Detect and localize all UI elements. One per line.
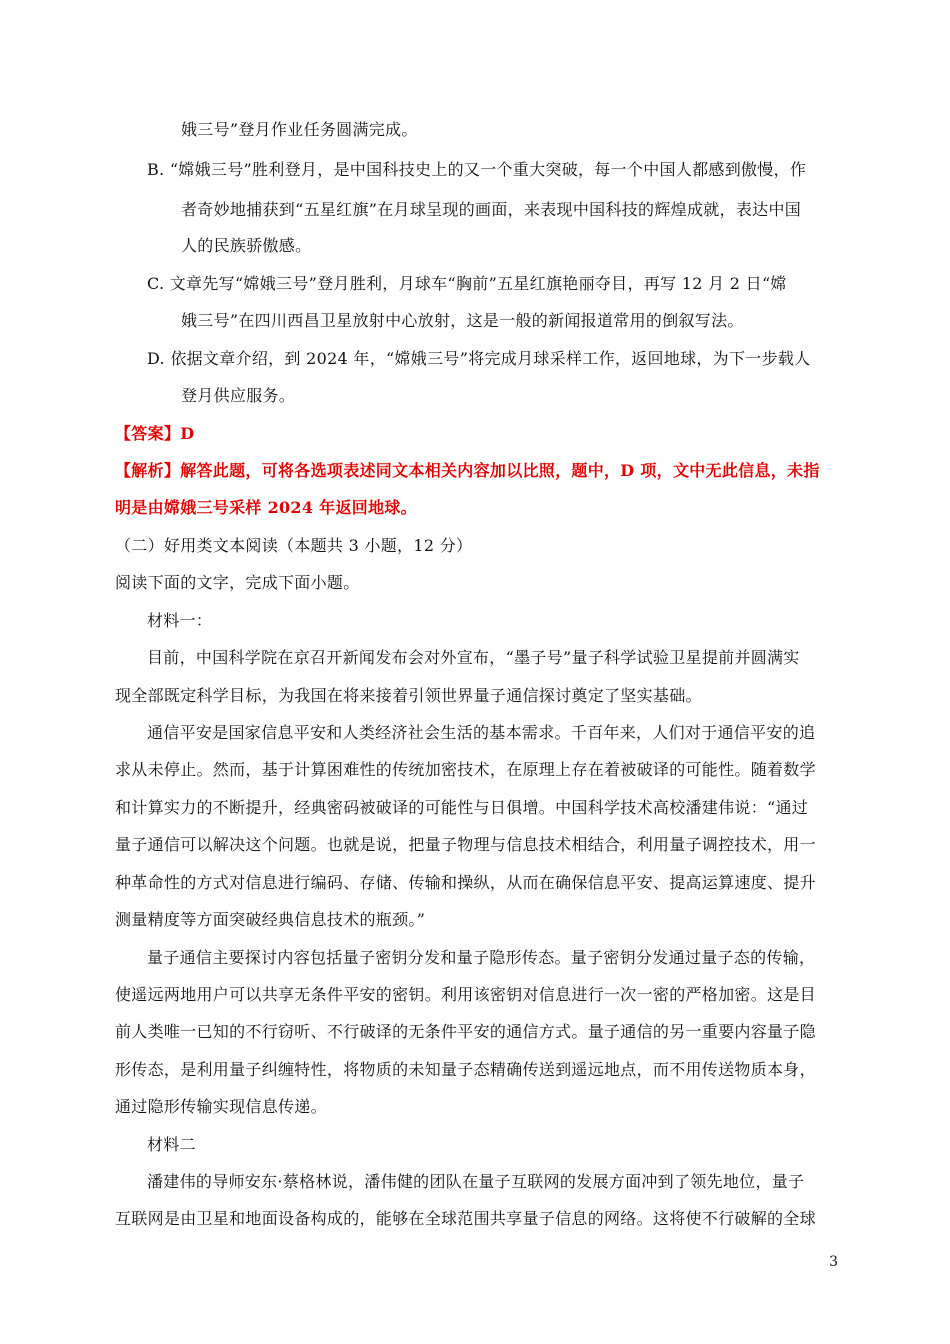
option-d-line-2: 登月供应服务。 [181, 386, 296, 405]
paragraph-2-line-4: 量子通信可以解决这个问题。也就是说，把量子物理与信息技术相结合，利用量子调控技术，用一 [115, 835, 816, 854]
paragraph-3-line-2: 使遥远两地用户可以共享无条件平安的密钥。利用该密钥对信息进行一次一密的严格加密。这是目 [115, 985, 816, 1004]
option-b-line-2: 者奇妙地捕获到“五星红旗”在月球呈现的画面，来表现中国科技的辉煌成就，表达中国 [181, 200, 802, 219]
analysis-line-2: 明是由嫦娥三号采样 2024 年返回地球。 [115, 498, 417, 517]
paragraph-2-line-5: 种革命性的方式对信息进行编码、存储、传输和操纵，从而在确保信息平安、提高运算速度、提升 [115, 873, 816, 892]
paragraph-3-line-1: 量子通信主要探讨内容包括量子密钥分发和量子隐形传态。量子密钥分发通过量子态的传输， [147, 948, 816, 967]
option-c-line-2: 娥三号”在四川西昌卫星放射中心放射，这是一般的新闻报道常用的倒叙写法。 [181, 311, 744, 330]
analysis-line-1: 【解析】解答此题，可将各选项表述同文本相关内容加以比照，题中，D 项，文中无此信息，未指 [115, 461, 820, 480]
paragraph-4-line-1: 潘建伟的导师安东·蔡格林说，潘伟健的团队在量子互联网的发展方面冲到了领先地位，量子 [147, 1172, 805, 1191]
paragraph-2-line-1: 通信平安是国家信息平安和人类经济社会生活的基本需求。千百年来，人们对于通信平安的追 [147, 723, 816, 742]
paragraph-2-line-3: 和计算实力的不断提升，经典密码被破译的可能性与日俱增。中国科学技术高校潘建伟说：“通过 [115, 798, 809, 817]
paragraph-3-line-4: 形传态，是利用量子纠缠特性，将物质的未知量子态精确传送到遥远地点，而不用传送物质本身， [115, 1060, 816, 1079]
section-heading: （二）好用类文本阅读（本题共 3 小题，12 分） [115, 536, 473, 555]
option-c-line-1: C. 文章先写“嫦娥三号”登月胜利，月球车“胸前”五星红旗艳丽夺目，再写 12 月 2 日“嫦 [147, 274, 787, 293]
option-d-line-1: D. 依据文章介绍，到 2024 年，“嫦娥三号”将完成月球采样工作，返回地球，为下一步载人 [147, 349, 811, 368]
instruction: 阅读下面的文字，完成下面小题。 [115, 573, 360, 592]
paragraph-1-line-1: 目前，中国科学院在京召开新闻发布会对外宣布，“墨子号”量子科学试验卫星提前并圆满实 [147, 648, 800, 667]
answer-line: 【答案】D [115, 424, 195, 443]
paragraph-3-line-3: 前人类唯一已知的不行窃听、不行破译的无条件平安的通信方式。量子通信的另一重要内容量子隐 [115, 1022, 816, 1041]
paragraph-2-line-2: 求从未停止。然而，基于计算困难性的传统加密技术，在原理上存在着被破译的可能性。随着数学 [115, 760, 816, 779]
material-one-label: 材料一： [147, 611, 213, 630]
page-number: 3 [829, 1254, 838, 1270]
option-b-line-3: 人的民族骄傲感。 [181, 236, 312, 255]
option-a-continuation: 娥三号”登月作业任务圆满完成。 [181, 120, 418, 139]
paragraph-3-line-5: 通过隐形传输实现信息传递。 [115, 1097, 327, 1116]
paragraph-1-line-2: 现全部既定科学目标，为我国在将来接着引领世界量子通信探讨奠定了坚实基础。 [115, 686, 702, 705]
paragraph-4-line-2: 互联网是由卫星和地面设备构成的，能够在全球范围共享量子信息的网络。这将使不行破解的全球 [115, 1209, 816, 1228]
material-two-label: 材料二 [147, 1135, 196, 1154]
option-b-line-1: B. “嫦娥三号”胜利登月，是中国科技史上的又一个重大突破，每一个中国人都感到傲慢，作 [147, 160, 807, 179]
paragraph-2-line-6: 测量精度等方面突破经典信息技术的瓶颈。” [115, 910, 426, 929]
